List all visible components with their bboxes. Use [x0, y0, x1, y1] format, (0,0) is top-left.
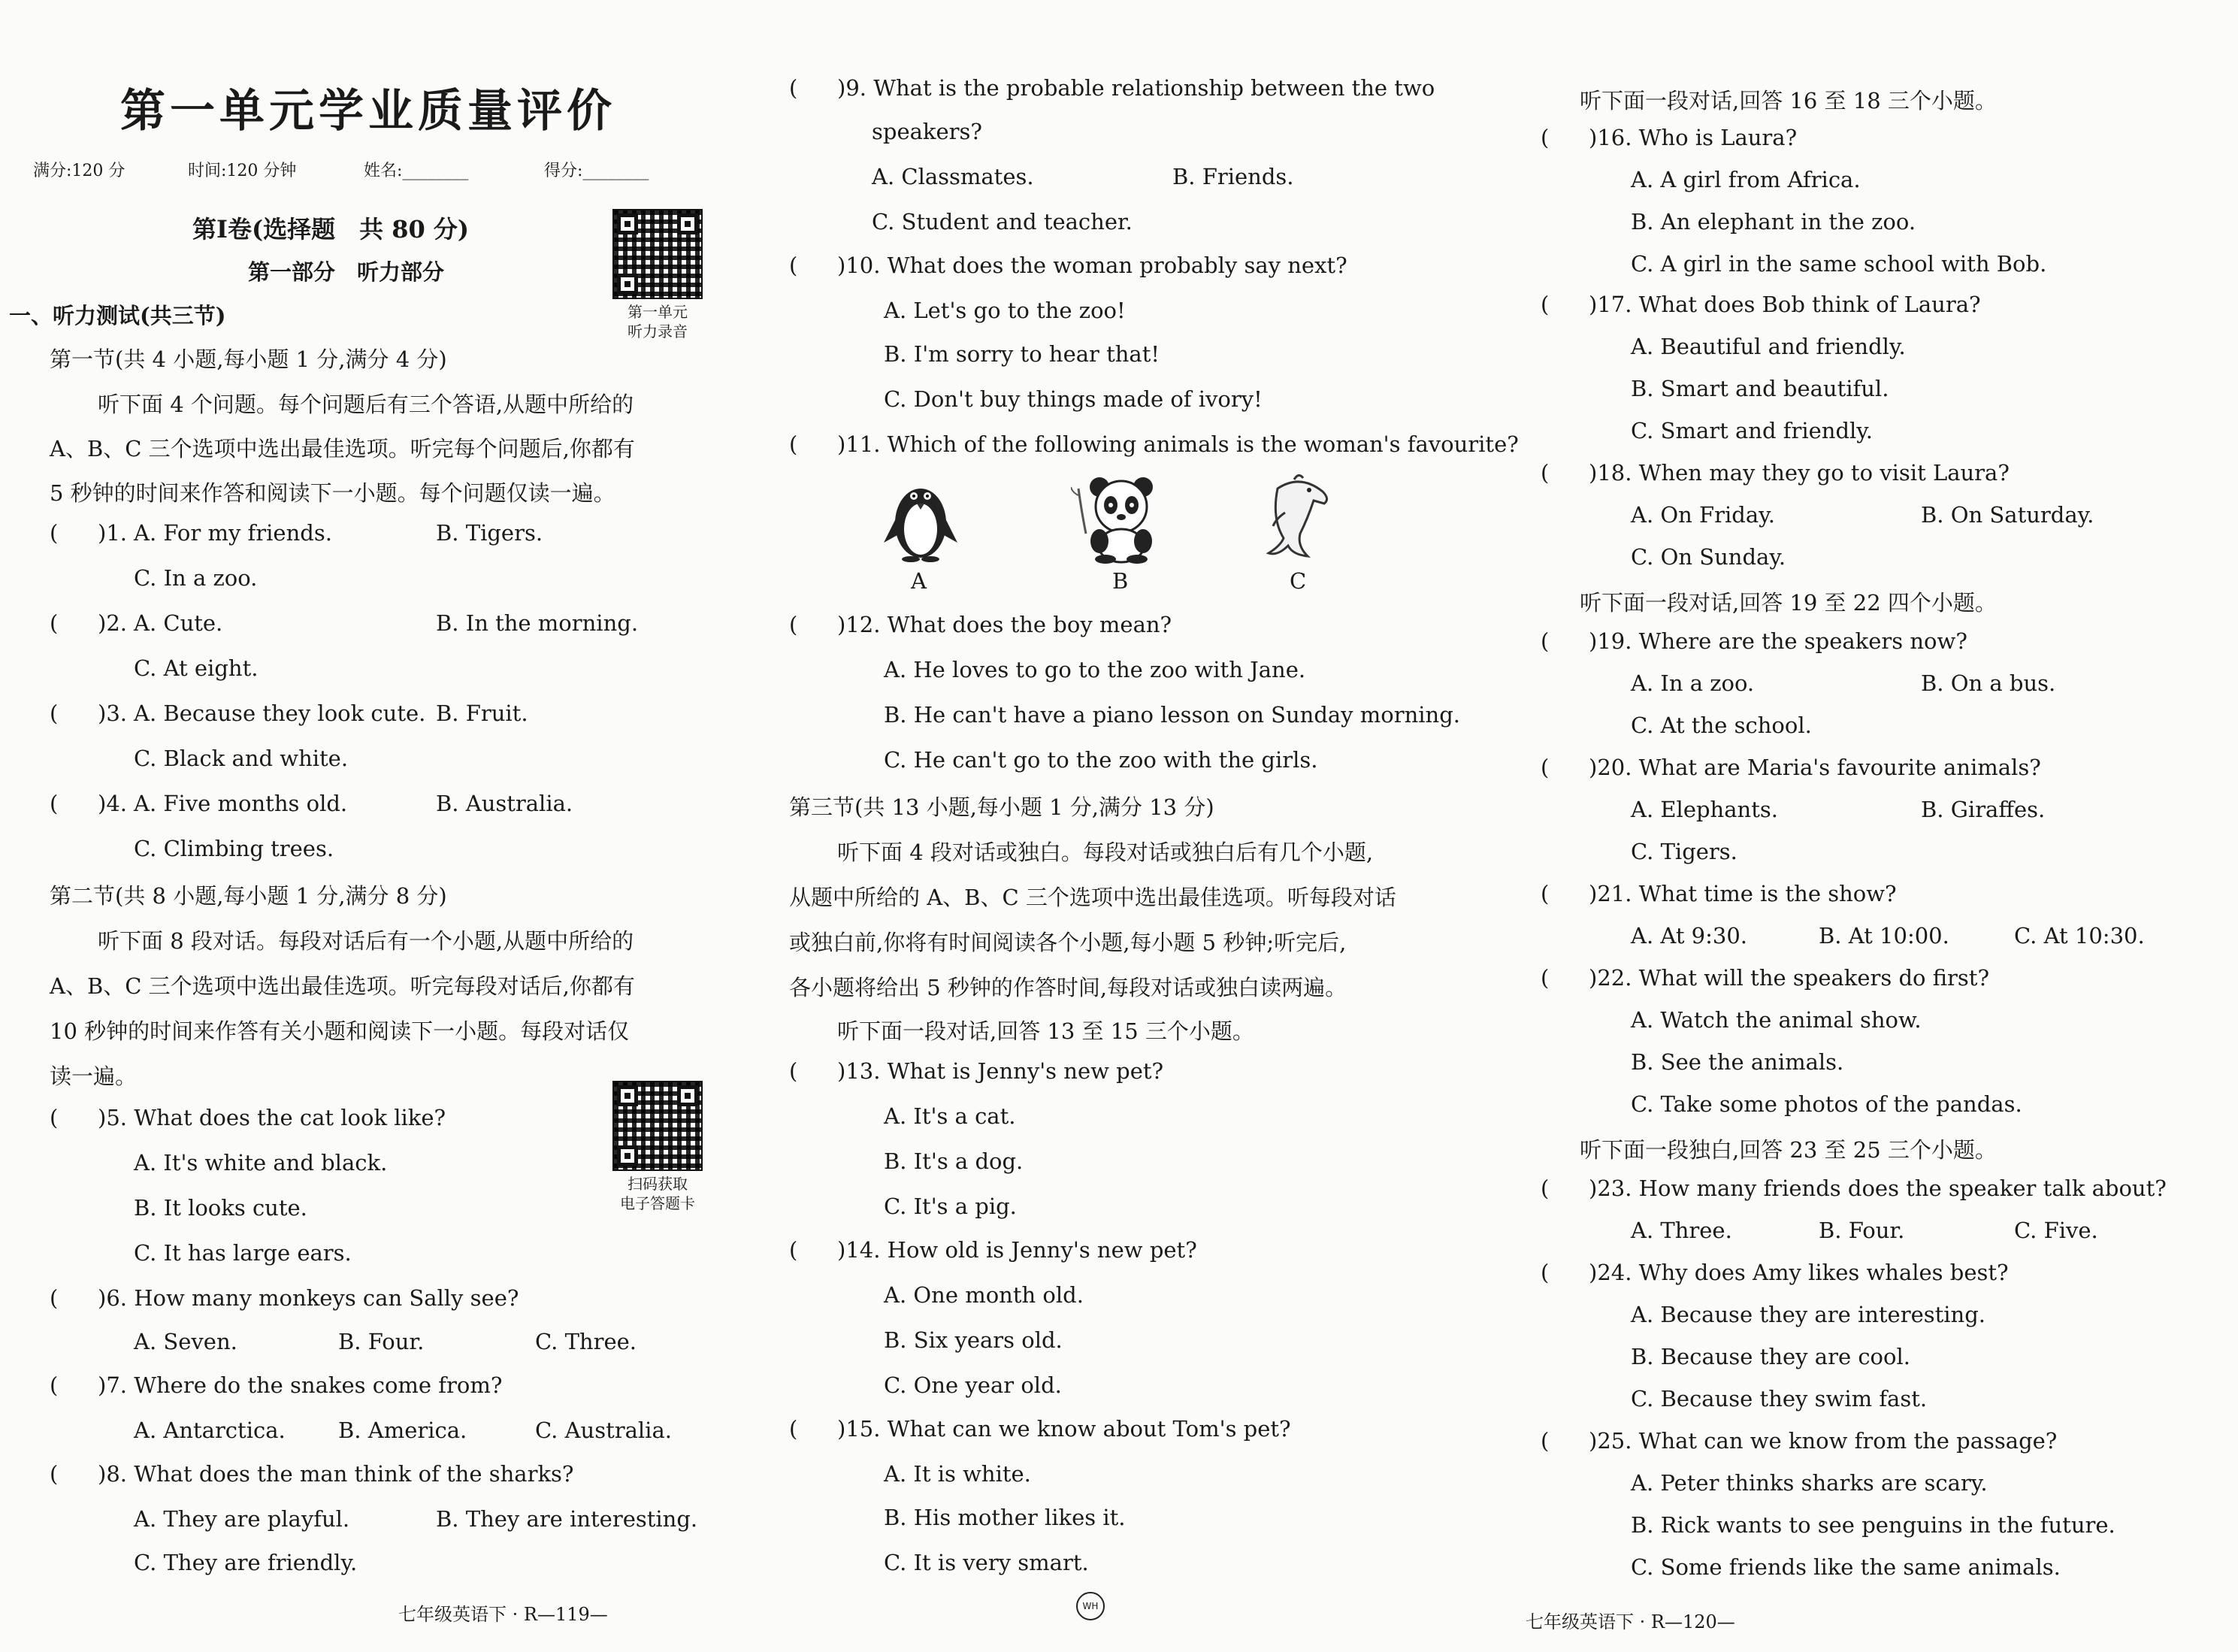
- q1-number: )1.: [98, 520, 127, 546]
- q19-text: )19. Where are the speakers now?: [1589, 628, 1967, 654]
- q17-text: )17. What does Bob think of Laura?: [1589, 292, 1981, 317]
- q19-option-b: B. On a bus.: [1921, 670, 2056, 696]
- q6-option-a: A. Seven.: [134, 1329, 237, 1354]
- q24-option-b: B. Because they are cool.: [1631, 1344, 1910, 1369]
- q15-option-c: C. It is very smart.: [884, 1550, 1089, 1575]
- q20-option-b: B. Giraffes.: [1921, 797, 2046, 822]
- column-middle: [774, 0, 1519, 1652]
- q8-text: )8. What does the man think of the sharks?: [98, 1461, 574, 1487]
- q2-number: )2.: [98, 610, 127, 636]
- q24-text: )24. Why does Amy likes whales best?: [1589, 1260, 2009, 1285]
- q16-text: )16. Who is Laura?: [1589, 125, 1798, 150]
- q18-option-b: B. On Saturday.: [1921, 502, 2094, 528]
- q16-option-b: B. An elephant in the zoo.: [1631, 209, 1916, 234]
- q13-text: )13. What is Jenny's new pet?: [837, 1058, 1164, 1084]
- group-intro-19-22: 听下面一段对话,回答 19 至 22 四个小题。: [1580, 590, 1997, 616]
- part2-instructions-line4: 读一遍。: [50, 1064, 138, 1089]
- q23-option-a: A. Three.: [1631, 1218, 1732, 1243]
- part3-instructions-line1: 听下面 4 段对话或独白。每段对话或独白后有几个小题,: [837, 840, 1374, 865]
- qr-code-listening[interactable]: [612, 209, 703, 299]
- part1-instructions-line3: 5 秒钟的时间来作答和阅读下一小题。每个问题仅读一遍。: [50, 480, 615, 506]
- part3-instructions-line4: 各小题将给出 5 秒钟的作答时间,每段对话或独白读两遍。: [789, 975, 1347, 1000]
- panda-icon[interactable]: [1071, 474, 1169, 564]
- q21-option-c: C. At 10:30.: [2014, 923, 2145, 949]
- group-intro-23-25: 听下面一段独白,回答 23 至 25 三个小题。: [1580, 1137, 1997, 1163]
- q10-text: )10. What does the woman probably say next?: [837, 253, 1347, 278]
- q4-option-a: A. Five months old.: [134, 791, 348, 816]
- answer-bracket-q13[interactable]: (: [789, 1058, 798, 1084]
- answer-bracket-q1[interactable]: (: [50, 520, 59, 546]
- part2-instructions-line3: 10 秒钟的时间来作答有关小题和阅读下一小题。每段对话仅: [50, 1018, 630, 1044]
- q7-option-a: A. Antarctica.: [134, 1418, 286, 1443]
- q2-option-b: B. In the morning.: [436, 610, 639, 636]
- q7-option-b: B. America.: [338, 1418, 467, 1443]
- q15-text: )15. What can we know about Tom's pet?: [837, 1416, 1291, 1442]
- q8-option-a: A. They are playful.: [134, 1506, 350, 1532]
- q23-text: )23. How many friends does the speaker talk about?: [1589, 1175, 2167, 1201]
- full-score: 满分:120 分: [33, 162, 126, 180]
- q9-option-c: C. Student and teacher.: [872, 209, 1133, 234]
- q6-text: )6. How many monkeys can Sally see?: [98, 1285, 519, 1311]
- q23-option-b: B. Four.: [1819, 1218, 1905, 1243]
- name-field[interactable]: 姓名:________: [364, 162, 469, 180]
- q6-option-b: B. Four.: [338, 1329, 425, 1354]
- q11-option-b: B: [1112, 568, 1129, 594]
- q24-option-c: C. Because they swim fast.: [1631, 1386, 1928, 1411]
- q16-option-c: C. A girl in the same school with Bob.: [1631, 251, 2047, 277]
- part3-instructions-line3: 或独白前,你将有时间阅读各个小题,每小题 5 秒钟;听完后,: [789, 930, 1347, 955]
- answer-bracket-q14[interactable]: (: [789, 1237, 798, 1263]
- q21-text: )21. What time is the show?: [1589, 881, 1897, 906]
- q17-option-c: C. Smart and friendly.: [1631, 418, 1874, 443]
- qr-code-answer-card[interactable]: [612, 1081, 703, 1171]
- q18-text: )18. When may they go to visit Laura?: [1589, 460, 2010, 486]
- answer-bracket-q17[interactable]: (: [1541, 292, 1550, 317]
- q19-option-c: C. At the school.: [1631, 713, 1812, 738]
- part1-instructions-line2: A、B、C 三个选项中选出最佳选项。听完每个问题后,你都有: [50, 436, 635, 461]
- q3-number: )3.: [98, 700, 127, 726]
- part3-section-heading: 第三节(共 13 小题,每小题 1 分,满分 13 分): [789, 794, 1214, 820]
- score-field[interactable]: 得分:________: [544, 162, 649, 180]
- q12-option-c: C. He can't go to the zoo with the girls.: [884, 747, 1318, 773]
- q11-option-a: A: [911, 568, 927, 594]
- column-right: [1511, 0, 2232, 1652]
- answer-bracket-q16[interactable]: (: [1541, 125, 1550, 150]
- q25-option-a: A. Peter thinks sharks are scary.: [1631, 1470, 1988, 1496]
- q22-option-c: C. Take some photos of the pandas.: [1631, 1091, 2022, 1117]
- answer-bracket-q19[interactable]: (: [1541, 628, 1550, 654]
- q9-text-line2: speakers?: [872, 119, 982, 144]
- q12-text: )12. What does the boy mean?: [837, 612, 1172, 637]
- q9-text-line1: )9. What is the probable relationship between the two: [837, 75, 1435, 101]
- q4-option-c: C. Climbing trees.: [134, 836, 334, 861]
- answer-bracket-q5[interactable]: (: [50, 1105, 59, 1130]
- q2-option-c: C. At eight.: [134, 655, 259, 681]
- answer-bracket-q25[interactable]: (: [1541, 1428, 1550, 1454]
- q14-option-b: B. Six years old.: [884, 1327, 1063, 1353]
- q8-option-c: C. They are friendly.: [134, 1550, 358, 1575]
- q5-option-a: A. It's white and black.: [134, 1150, 388, 1175]
- q11-text: )11. Which of the following animals is the woman's favourite?: [837, 431, 1519, 457]
- part1-instructions-line1: 听下面 4 个问题。每个问题后有三个答语,从题中所给的: [98, 392, 634, 417]
- q20-option-a: A. Elephants.: [1631, 797, 1778, 822]
- q21-option-a: A. At 9:30.: [1631, 923, 1748, 949]
- answer-bracket-q18[interactable]: (: [1541, 460, 1550, 486]
- q12-option-b: B. He can't have a piano lesson on Sunday morning.: [884, 702, 1461, 728]
- q11-option-c: C: [1290, 568, 1307, 594]
- q25-text: )25. What can we know from the passage?: [1589, 1428, 2058, 1454]
- q10-option-a: A. Let's go to the zoo!: [884, 298, 1126, 323]
- q22-option-a: A. Watch the animal show.: [1631, 1007, 1922, 1033]
- answer-bracket-q10[interactable]: (: [789, 253, 798, 278]
- dolphin-icon[interactable]: [1255, 474, 1338, 564]
- answer-bracket-q9[interactable]: (: [789, 75, 798, 101]
- footer-page-right: 七年级英语下 · R—120—: [1526, 1611, 1735, 1632]
- penguin-icon[interactable]: [879, 474, 962, 564]
- answer-bracket-q8[interactable]: (: [50, 1461, 59, 1487]
- q10-option-c: C. Don't buy things made of ivory!: [884, 386, 1263, 412]
- q20-option-c: C. Tigers.: [1631, 839, 1737, 864]
- part1-section-heading: 第一节(共 4 小题,每小题 1 分,满分 4 分): [50, 346, 447, 372]
- q22-option-b: B. See the animals.: [1631, 1049, 1844, 1075]
- q5-option-b: B. It looks cute.: [134, 1195, 307, 1221]
- paper1-heading: 第Ⅰ卷(选择题 共 80 分): [192, 215, 470, 244]
- group-intro-16-18: 听下面一段对话,回答 16 至 18 三个小题。: [1580, 88, 1997, 113]
- q3-option-b: B. Fruit.: [436, 700, 528, 726]
- q16-option-a: A. A girl from Africa.: [1631, 167, 1861, 192]
- group-intro-13-15: 听下面一段对话,回答 13 至 15 三个小题。: [837, 1018, 1254, 1044]
- answer-bracket-q12[interactable]: (: [789, 612, 798, 637]
- q1-option-a: A. For my friends.: [134, 520, 332, 546]
- part2-section-heading: 第二节(共 8 小题,每小题 1 分,满分 8 分): [50, 883, 447, 909]
- q22-text: )22. What will the speakers do first?: [1589, 965, 1990, 991]
- part2-instructions-line2: A、B、C 三个选项中选出最佳选项。听完每段对话后,你都有: [50, 973, 635, 999]
- q13-option-c: C. It's a pig.: [884, 1194, 1017, 1219]
- q2-option-a: A. Cute.: [134, 610, 223, 636]
- q8-option-b: B. They are interesting.: [436, 1506, 698, 1532]
- q18-option-c: C. On Sunday.: [1631, 544, 1786, 570]
- q20-text: )20. What are Maria's favourite animals?: [1589, 755, 2041, 780]
- q7-option-c: C. Australia.: [535, 1418, 672, 1443]
- q10-option-b: B. I'm sorry to hear that!: [884, 341, 1160, 367]
- answer-bracket-q23[interactable]: (: [1541, 1175, 1550, 1201]
- q5-text: )5. What does the cat look like?: [98, 1105, 446, 1130]
- column-left: [0, 0, 721, 1652]
- q17-option-a: A. Beautiful and friendly.: [1631, 334, 1906, 359]
- q19-option-a: A. In a zoo.: [1631, 670, 1755, 696]
- q17-option-b: B. Smart and beautiful.: [1631, 376, 1889, 401]
- part1-heading: 第一部分 听力部分: [248, 259, 445, 285]
- q1-option-b: B. Tigers.: [436, 520, 543, 546]
- answer-bracket-q4[interactable]: (: [50, 791, 59, 816]
- q14-text: )14. How old is Jenny's new pet?: [837, 1237, 1197, 1263]
- footer-page-left: 七年级英语下 · R—119—: [398, 1604, 608, 1625]
- q15-option-b: B. His mother likes it.: [884, 1505, 1126, 1530]
- answer-bracket-q21[interactable]: (: [1541, 881, 1550, 906]
- q7-text: )7. Where do the snakes come from?: [98, 1372, 503, 1398]
- q12-option-a: A. He loves to go to the zoo with Jane.: [884, 657, 1306, 682]
- answer-bracket-q7[interactable]: (: [50, 1372, 59, 1398]
- q4-number: )4.: [98, 791, 127, 816]
- q15-option-a: A. It is white.: [884, 1461, 1031, 1487]
- q13-option-b: B. It's a dog.: [884, 1148, 1024, 1174]
- page-title: 第一单元学业质量评价: [120, 85, 616, 138]
- section-heading: 一、听力测试(共三节): [9, 303, 226, 328]
- q24-option-a: A. Because they are interesting.: [1631, 1302, 1986, 1327]
- answer-bracket-q20[interactable]: (: [1541, 755, 1550, 780]
- publisher-logo-icon: WH: [1076, 1592, 1105, 1620]
- q14-option-a: A. One month old.: [884, 1282, 1084, 1308]
- answer-bracket-q22[interactable]: (: [1541, 965, 1550, 991]
- answer-bracket-q6[interactable]: (: [50, 1285, 59, 1311]
- qr-caption-listening: 第一单元 听力录音: [628, 303, 688, 340]
- q14-option-c: C. One year old.: [884, 1372, 1062, 1398]
- q5-option-c: C. It has large ears.: [134, 1240, 352, 1266]
- exam-time: 时间:120 分钟: [188, 162, 297, 180]
- answer-bracket-q24[interactable]: (: [1541, 1260, 1550, 1285]
- answer-bracket-q2[interactable]: (: [50, 610, 59, 636]
- answer-bracket-q11[interactable]: (: [789, 431, 798, 457]
- answer-bracket-q15[interactable]: (: [789, 1416, 798, 1442]
- part3-instructions-line2: 从题中所给的 A、B、C 三个选项中选出最佳选项。听每段对话: [789, 885, 1396, 910]
- q25-option-c: C. Some friends like the same animals.: [1631, 1554, 2061, 1580]
- q4-option-b: B. Australia.: [436, 791, 573, 816]
- q18-option-a: A. On Friday.: [1631, 502, 1775, 528]
- answer-bracket-q3[interactable]: (: [50, 700, 59, 726]
- q9-option-a: A. Classmates.: [872, 164, 1034, 189]
- q23-option-c: C. Five.: [2014, 1218, 2098, 1243]
- q3-option-c: C. Black and white.: [134, 746, 349, 771]
- q1-option-c: C. In a zoo.: [134, 565, 258, 591]
- qr-caption-answer-card: 扫码获取 电子答题卡: [620, 1175, 695, 1212]
- q9-option-b: B. Friends.: [1172, 164, 1294, 189]
- q6-option-c: C. Three.: [535, 1329, 637, 1354]
- q21-option-b: B. At 10:00.: [1819, 923, 1949, 949]
- q3-option-a: A. Because they look cute.: [134, 700, 426, 726]
- q25-option-b: B. Rick wants to see penguins in the future.: [1631, 1512, 2116, 1538]
- part2-instructions-line1: 听下面 8 段对话。每段对话后有一个小题,从题中所给的: [98, 928, 634, 954]
- q13-option-a: A. It's a cat.: [884, 1103, 1016, 1129]
